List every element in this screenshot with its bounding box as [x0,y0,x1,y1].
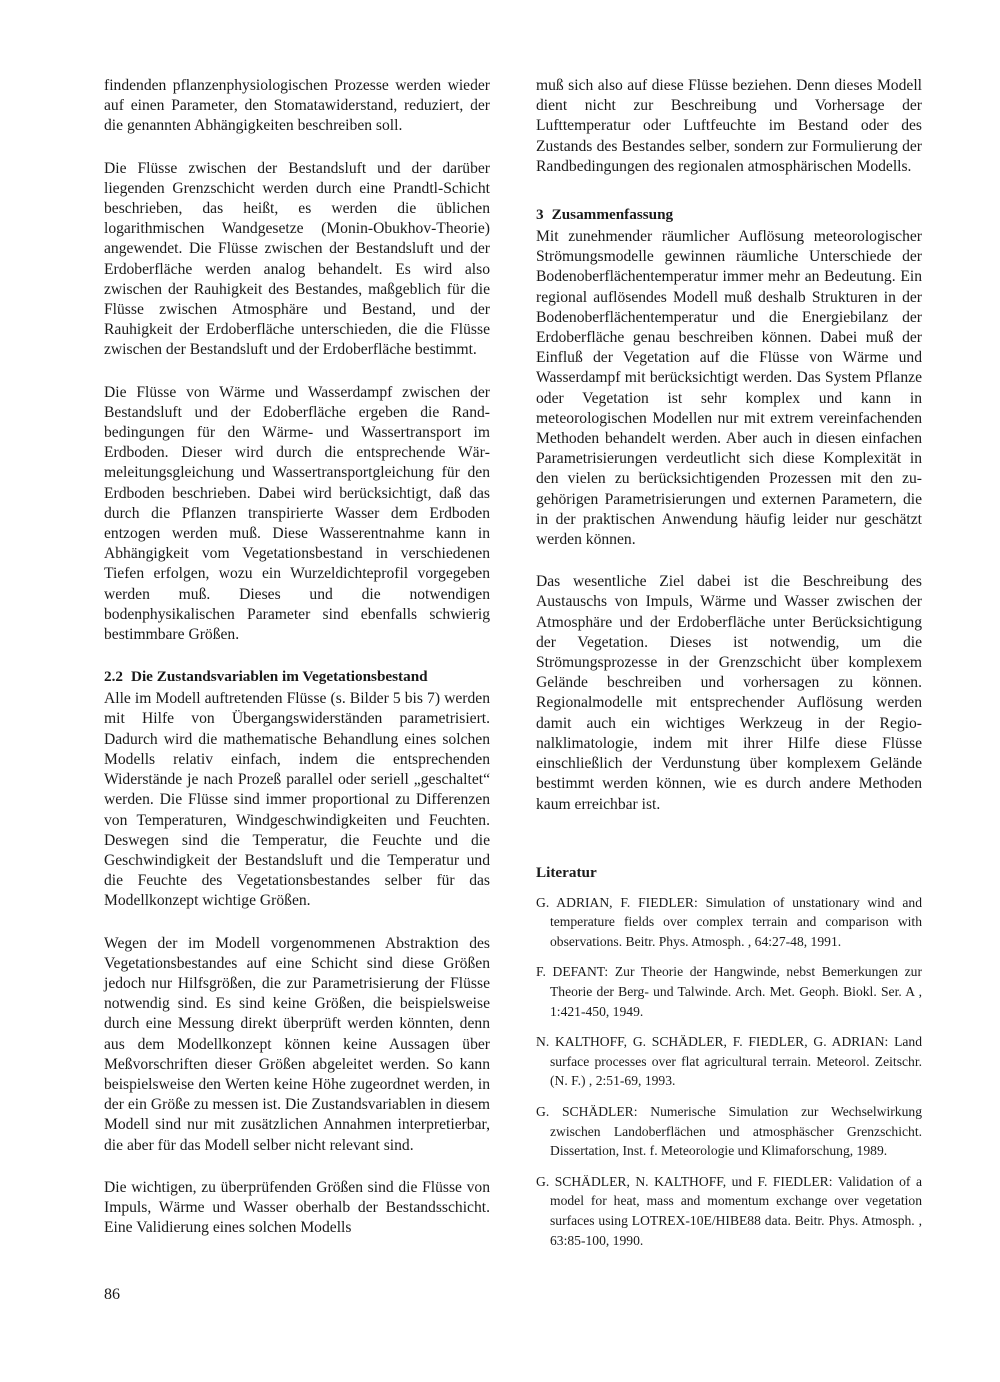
section-number: 3 [536,206,544,224]
paragraph: Das wesentliche Ziel dabei ist die Beschreibung des Austauschs von Impuls, Wärme und Wasser zwischen der Atmosphäre und der Erdoberfläche unter Berücksichtigung der Vegetation. Dieses ist notwendig, um die Strömungsprozesse in der Grenzschicht über komplexem Gelände beschreiben und vorhersagen zu können. Regionalmodelle mit entsprechender Auflösung werden damit auch ein wichtiges Werkzeug in der Regionalklimatologie, indem mit ihrer Hilfe diese Flüsse einschließlich der Verdunstung über komplexem Gelände bestimmt werden können, wie es durch andere Methoden kaum erreichbar ist. [536,573,922,813]
paragraph: Wegen der im Modell vorgenommenen Abstraktion des Vegetationsbestandes auf eine Schicht sind diese Größen jedoch nur Hilfsgrößen, die zur Parametrisierung der Flüsse notwendig sind. Es sind keine Größen, die beispielsweise durch eine Messung direkt überprüft werden könnten, denn aus dem Modellkonzept können keine Aussagen über Meßvorschriften dieser Größen abgeleitet werden. So kann beispielsweise den Werten keine Höhe zugeordnet werden, in der ein Größe zu messen ist. Die Zustandsvariablen in diesem Modell sind nur mit zusätzlichen Annahmen interpretierbar, die aber für das Modell selber nicht relevant sind. [104,934,490,1154]
section-heading [104,667,490,687]
paragraph: findenden pflanzenphysiologischen Prozesse werden wieder auf einen Parameter, den Stomatawiderstand, reduziert, der die genannten Abhängigkeiten beschreiben soll. [104,77,490,135]
paragraph: Alle im Modell auftretenden Flüsse (s. Bilder 5 bis 7) werden mit Hilfe von Übergangswiderständen parametrisiert. Dadurch wird die mathematische Behandlung eines solchen Modells relativ einfach, indem die entsprechenden Widerstände je nach Prozeß parallel oder seriell „geschaltet“ werden. Die Flüsse sind immer proportional zu Differenzen von Temperaturen, Windgeschwindigkeiten und Feuchten. Deswegen sind die Temperatur, die Feuchte und die Geschwindigkeit der Bestandsluft und die Temperatur und die Feuchte des Vegetationsbestandes selber für das Modellkonzept wichtige Größen. [104,690,490,910]
section-number: 2.2 [104,668,123,686]
right-column [536,76,922,1261]
section-heading [536,205,922,225]
reference-item: G. SCHÄDLER: Numerische Simulation zur Wechselwirkung zwischen Landoberflächen und atmosphäscher Grenzschicht. Dissertation, Inst. f. Meteorologie und Klimaforschung, 1989. [536,1104,922,1159]
reference-list [536,893,922,1251]
literature-heading: Literatur [536,863,597,881]
reference-item: N. KALTHOFF, G. SCHÄDLER, F. FIEDLER, G. ADRIAN: Land surface processes over flat agricultural terrain. Meteorol. Zeitschr. (N. F.) , 2:51-69, 1993. [536,1034,922,1089]
page-number: 86 [104,1286,120,1303]
paragraph: Die wichtigen, zu überprüfenden Größen sind die Flüsse von Impuls, Wärme und Wasser oberhalb der Bestandsschicht. Eine Validierung eines solchen Modells [104,1178,490,1237]
reference-item: F. DEFANT: Zur Theorie der Hangwinde, nebst Bemerkungen zur Theorie der Berg- und Talwinde. Arch. Met. Geoph. Biokl. Ser. A , 1:421-450, 1949. [536,964,922,1019]
reference-item: G. SCHÄDLER, N. KALTHOFF, und F. FIEDLER: Validation of a model for heat, mass and momentum exchange over vegetation surfaces using LOTREX-10E/HIBE88 data. Beitr. Phys. Atmosph. , 63:85-100, 1990. [536,1173,922,1248]
section-title: Die Zustandsvariablen im Vegetationsbestand [130,668,428,686]
reference-item: G. ADRIAN, F. FIEDLER: Simulation of unstationary wind and temperature fields over complex terrain and comparison with observations. Beitr. Phys. Atmosph. , 64:27-48, 1991. [536,894,922,949]
paragraph: Mit zunehmender räumlicher Auflösung meteorologischer Strömungsmodelle gewinnen räumliche Unterschiede der Bodenoberflächentemperatur immer mehr an Bedeutung. Ein regional auflösendes Modell muß deshalb Strukturen in der Bodenoberflächentemperatur und die Energiebilanz der Erdoberfläche genau beschreiben können. Dabei muß der Einfluß der Vegetation auf die Flüsse von Wärme und Wasserdampf mit berücksichtigt werden. Das System Pflanze oder Vegetation ist sehr komplex und kann in meteorologischen Modellen nur mit extrem vereinfachenden Methoden behandelt werden. Aber auch in diesen einfachen Parametrisierungen verdeutlicht sich diese Komplexität in den vielen zu berücksichtigenden Prozessen mit den zugehörigen Parametrisierungen und externen Parametern, die in der praktischen Anwendung häufig leider nur geschätzt werden können. [536,228,922,549]
paragraph: Die Flüsse von Wärme und Wasserdampf zwischen der Bestandsluft und der Edoberfläche ergeben die Randbedingungen für den Wärme- und Wassertransport im Erdboden. Dieser wird durch die entsprechende Wärmeleitungsgleichung und Wassertransportgleichung für den Erdboden beschrieben. Dabei wird berücksichtigt, daß das durch die Pflanzen transpirierte Wasser dem Erdboden entzogen werden muß. Diese Wasserentnahme kann in Abhängigkeit vom Vegetationsbestand in verschiedenen Tiefen erfolgen, wozu ein Wurzeldichteprofil vorgegeben werden muß. Dieses und die notwendigen bodenphysikalischen Parameter sind ebenfalls schwierig bestimmbare Größen. [104,383,490,644]
paragraph: Die Flüsse zwischen der Bestandsluft und der darüber liegenden Grenzschicht werden durch eine Prandtl-Schicht beschrieben, das heißt, es werden die üblichen logarithmischen Wandgesetze (Monin-Obukhov-Theorie) angewendet. Die Flüsse zwischen der Bestandsluft und der Erdoberfläche werden analog behandelt. Es wird also zwischen der Rauhigkeit des Bestandes, maßgeblich für die Flüsse zwischen Atmosphäre und Bestand, und der Rauhigkeit der Erdoberfläche unterschieden, die die Flüsse zwischen der Bestandsluft und der Erdoberfläche bestimmt. [104,159,490,359]
section-title: Zusammenfassung [551,206,674,224]
left-column [104,76,490,1260]
paragraph: muß sich also auf diese Flüsse beziehen. Denn dieses Modell dient nicht zur Beschreibung und Vorhersage der Lufttemperatur oder Luftfeuchte im Bestand oder des Zustands des Bestandes selber, sondern zur Formulierung der Randbedingungen des regionalen atmosphärischen Modells. [536,77,922,175]
